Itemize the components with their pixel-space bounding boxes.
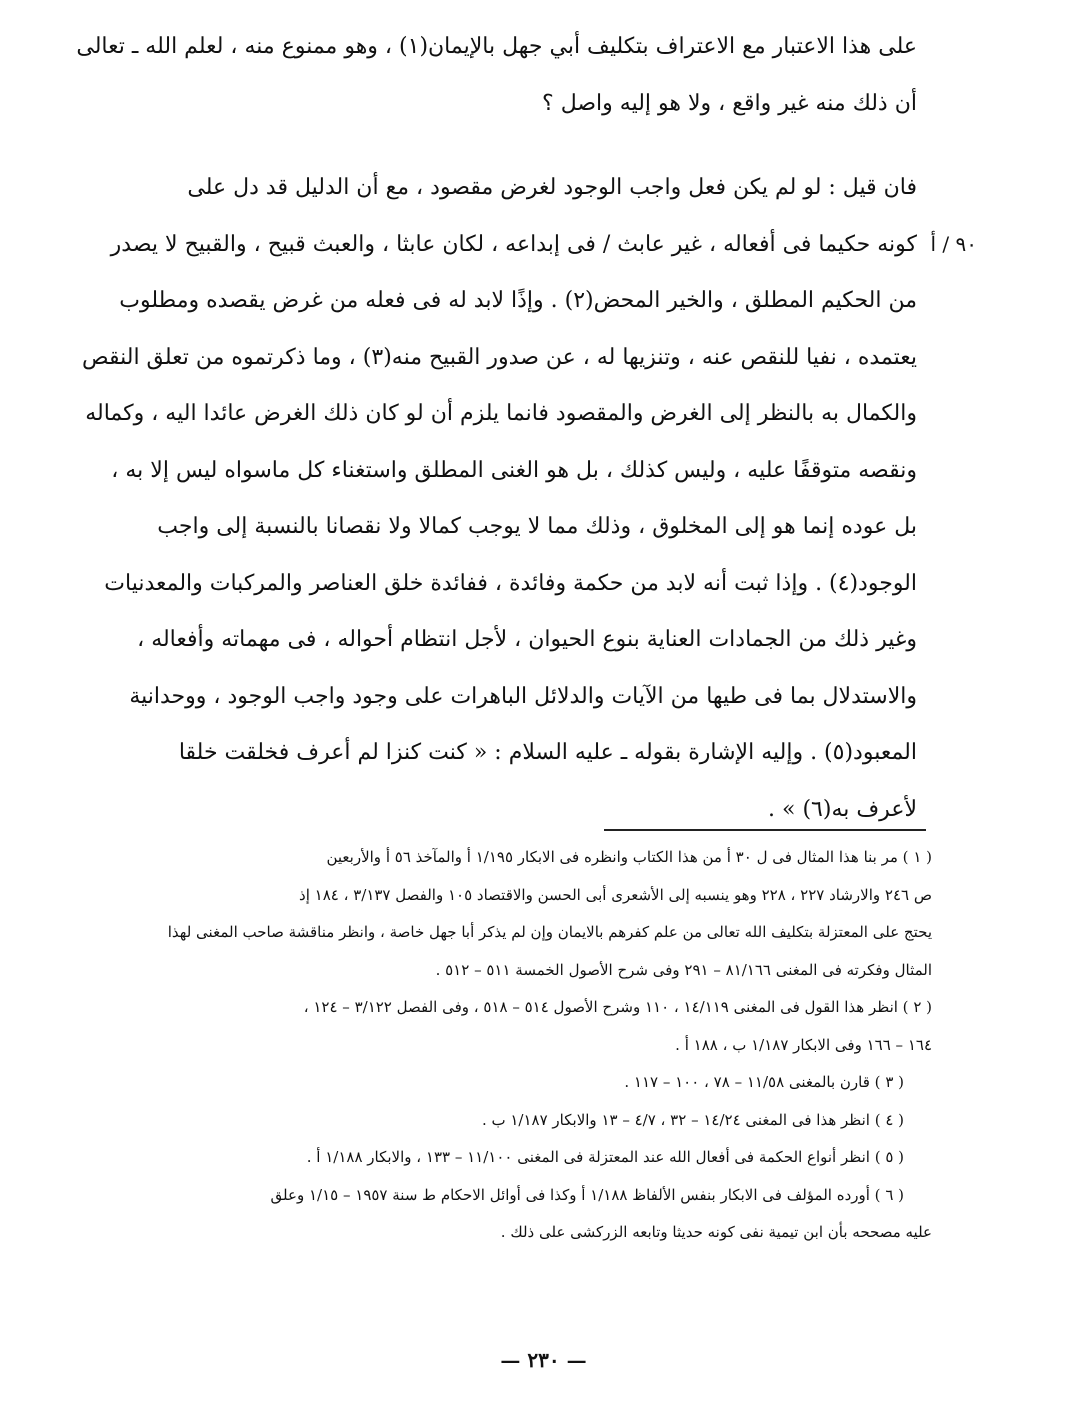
- footnote-line: ( ٢ ) انظر هذا القول فى المغنى ١٤/١١٩ ، ١١٠ وشرح الأصول ٥١٤ – ٥١٨ ، وفى الفصل ٣/١٢٢ – ١٢٤ ،: [303, 998, 932, 1016]
- text-line: بل عوده إنما هو إلى المخلوق ، وذلك مما لا يوجب كمالا ولا نقصانا بالنسبة إلى واجب: [157, 514, 917, 539]
- footnote-line: ( ٣ ) قارن بالمغنى ١١/٥٨ – ٧٨ ، ١٠٠ – ١١٧ .: [624, 1073, 904, 1091]
- footnote-line: المثال وفكرته فى المغنى ٨١/١٦٦ – ٢٩١ وفى شرح الأصول الخمسة ٥١١ – ٥١٢ .: [435, 960, 932, 979]
- text-line: والاستدلال بما فى طيها من الآيات والدلائل الباهرات على وجود واجب الوجود ، ووحدانية: [129, 683, 917, 709]
- manuscript-folio-marker: ٩٠ / أ: [930, 232, 977, 256]
- footnotes: [96, 846, 932, 1259]
- footnote-line: ( ١ ) مر بنا هذا المثال فى ل ٣٠ أ من هذا الكتاب وانظره فى الابكار ١/١٩٥ أ والمآخذ ٥٦ أ والأربعين: [326, 848, 932, 866]
- main-text: [76, 32, 917, 851]
- text-line: أن ذلك منه غير واقع ، ولا هو إليه واصل ؟: [542, 90, 917, 116]
- footnote-separator: [604, 829, 926, 831]
- text-line: المعبود(٥) . وإليه الإشارة بقوله ـ عليه السلام : « كنت كنزا لم أعرف فخلقت خلقا: [178, 740, 917, 765]
- text-line: على هذا الاعتبار مع الاعتراف بتكليف أبي جهل بالإيمان(١) ، وهو ممنوع منه ، لعلم الله ـ تعالى: [76, 34, 917, 59]
- footnote-line: ص ٢٤٦ والارشاد ٢٢٧ ، ٢٢٨ وهو ينسبه إلى الأشعرى أبى الحسن والاقتصاد ١٠٥ والفصل ٣/١٣٧ ، ١٨٤ إذ: [299, 885, 932, 904]
- text-line: الوجود(٤) . وإذا ثبت أنه لابد من حكمة وفائدة ، ففائدة خلق العناصر والمركبات والمعدنيات: [104, 570, 917, 596]
- footnote-line: ( ٤ ) انظر هذا فى المغنى ١٤/٢٤ – ٣٢ ، ٤/٧ – ١٣ والابكار ١/١٨٧ ب .: [481, 1110, 904, 1129]
- text-line: يعتمده ، نفيا للنقص عنه ، وتنزيها له ، عن صدور القبيح منه(٣) ، وما ذكرتموه من تعلق النقص: [82, 344, 917, 370]
- page-number: — ٢٣٠ —: [500, 1348, 587, 1372]
- paragraph-gap: [196, 145, 917, 173]
- footnote-line: عليه مصححه بأن ابن تيمية نفى كونه حديثا وتابعه الزركشى على ذلك .: [500, 1223, 932, 1241]
- text-line: فان قيل : لو لم يكن فعل واجب الوجود لغرض مقصود ، مع أن الدليل قد دل على: [187, 175, 917, 200]
- text-line: وغير ذلك من الجمادات العناية بنوع الحيوان ، لأجل انتظام أحواله ، فى مهماته وأفعاله ،: [137, 627, 917, 652]
- footnote-line: ( ٥ ) انظر أنواع الحكمة فى أفعال الله عند المعتزلة فى المغنى ١١/١٠٠ – ١٣٣ ، والابكار ١/١٨٨ أ .: [306, 1148, 904, 1166]
- footnote-line: يحتج على المعتزلة بتكليف الله تعالى من علم كفرهم بالايمان وإن لم يذكر أبا جهل خاصة ، وانظر مناقشة صاحب المغنى لهذا: [167, 923, 932, 941]
- footnote-line: ( ٦ ) أورده المؤلف فى الابكار بنفس الألفاظ ١/١٨٨ أ وكذا فى أوائل الاحكام ط سنة ١٩٥٧ – ١/١٥ وعلق: [270, 1185, 904, 1204]
- text-line: لأعرف به(٦) » .: [768, 796, 917, 822]
- text-line: ونقصه متوقفًا عليه ، وليس كذلك ، بل هو الغنى المطلق واستغناء كل ماسواه ليس إلا به ،: [111, 457, 917, 483]
- text-line: من الحكيم المطلق ، والخير المحض(٢) . وإذًا لابد له فى فعله من غرض يقصده ومطلوب: [119, 288, 917, 313]
- footnote-line: ١٦٤ – ١٦٦ وفى الابكار ١/١٨٧ ب ، ١٨٨ أ .: [675, 1035, 932, 1054]
- text-line: والكمال به بالنظر إلى الغرض والمقصود فانما يلزم أن لو كان ذلك الغرض عائدا اليه ، وكماله: [85, 401, 917, 426]
- text-line: كونه حكيما فى أفعاله ، غير عابث / فى إبداعه ، لكان عابثا ، والعبث قبيح ، والقبيح لا يصدر: [110, 231, 917, 257]
